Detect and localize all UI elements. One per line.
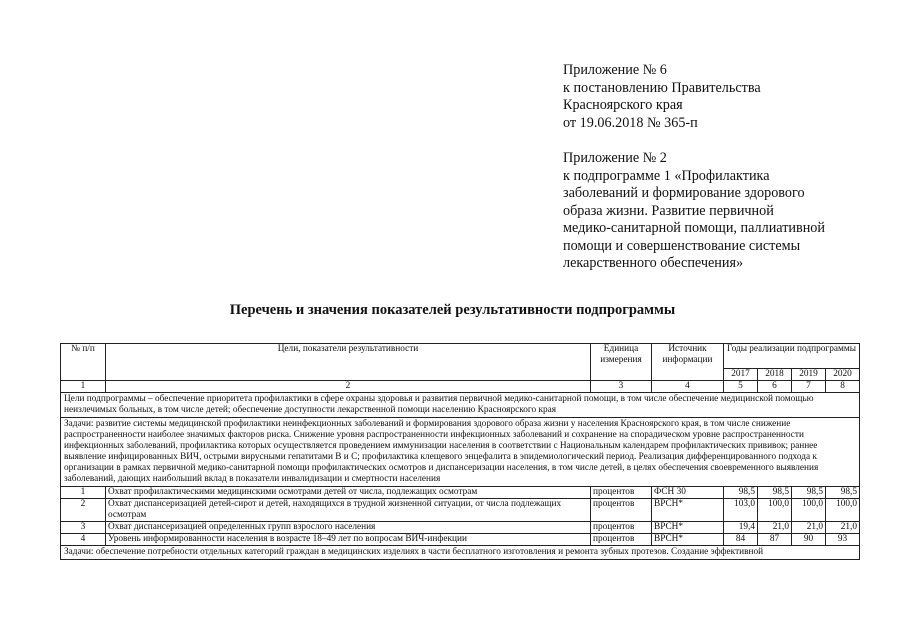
indicator-unit: процентов bbox=[591, 534, 652, 546]
appendix-line: лекарственного обеспечения» bbox=[563, 255, 744, 271]
indicator-unit: процентов bbox=[591, 522, 652, 534]
value-2018: 87 bbox=[758, 534, 792, 546]
header-year-2020: 2020 bbox=[826, 369, 860, 381]
column-number: 5 bbox=[724, 381, 758, 393]
column-number: 4 bbox=[652, 381, 724, 393]
header-year-2019: 2019 bbox=[792, 369, 826, 381]
value-2019: 98,5 bbox=[792, 487, 826, 499]
indicator-name: Охват диспансеризацией детей-сирот и детей, находящихся в трудной жизненной ситуации, от числа подлежащих осмотрам bbox=[106, 499, 591, 522]
appendix-6-header bbox=[563, 62, 761, 132]
value-2019: 90 bbox=[792, 534, 826, 546]
indicator-unit: процентов bbox=[591, 499, 652, 522]
appendix-2-header bbox=[563, 150, 825, 273]
value-2017: 98,5 bbox=[724, 487, 758, 499]
table-row bbox=[61, 522, 860, 534]
tasks-row-2: Задачи: обеспечение потребности отдельных категорий граждан в медицинских изделиях в части бесплатного изготовления и ремонта зубных протезов. Создание эффективной bbox=[61, 546, 860, 560]
indicator-source: ВРСН* bbox=[652, 499, 724, 522]
indicator-name: Охват профилактическими медицинскими осмотрами детей от числа, подлежащих осмотрам bbox=[106, 487, 591, 499]
row-number: 2 bbox=[61, 499, 106, 522]
appendix-line: к подпрограмме 1 «Профилактика bbox=[563, 167, 770, 184]
value-2019: 21,0 bbox=[792, 522, 826, 534]
column-number: 2 bbox=[106, 381, 591, 393]
value-2017: 103,0 bbox=[724, 499, 758, 522]
document-title: Перечень и значения показателей результативности подпрограммы bbox=[229, 302, 676, 318]
tasks-row: Задачи: развитие системы медицинской профилактики неинфекционных заболеваний и формирования здорового образа жизни у населения Красноярского края, в том числе снижение распространенности наиболее значимых факторов риска. Снижение уровня распространенности инфекционных заболеваний и сохранение на спорадическом уровне распространенности инфекционных заболеваний, профилактика которых осуществляется проведением иммунизации населения в соответствии с Национальным календарем профилактических прививок; раннее выявление инфицированных ВИЧ, острыми вирусными гепатитами В и С; профилактика клещевого энцефалита в эпидемиологический период. Реализация дифференцированного подхода к организации в рамках первичной медико-санитарной помощи профилактических осмотров и диспансеризации населения, в том числе детей, в целях обеспечения своевременного выявления заболеваний, дающих наибольший вклад в показатели инвалидизации и смертности населения bbox=[61, 418, 860, 487]
indicator-name: Охват диспансеризацией определенных групп взрослого населения bbox=[106, 522, 591, 534]
value-2017: 19,4 bbox=[724, 522, 758, 534]
appendix-line: Приложение № 2 bbox=[563, 150, 667, 166]
row-number: 3 bbox=[61, 522, 106, 534]
value-2018: 100,0 bbox=[758, 499, 792, 522]
header-goals: Цели, показатели результативности bbox=[106, 344, 591, 381]
value-2017: 84 bbox=[724, 534, 758, 546]
header-source: Источник информации bbox=[652, 344, 724, 381]
header-no: № п/п bbox=[61, 344, 106, 381]
table-row bbox=[61, 487, 860, 499]
appendix-line: заболеваний и формирование здорового bbox=[563, 185, 805, 201]
column-number: 7 bbox=[792, 381, 826, 393]
header-unit: Единица измерения bbox=[591, 344, 652, 381]
header-year-2017: 2017 bbox=[724, 369, 758, 381]
column-number: 6 bbox=[758, 381, 792, 393]
value-2018: 21,0 bbox=[758, 522, 792, 534]
indicator-source: ФСН 30 bbox=[652, 487, 724, 499]
column-number: 3 bbox=[591, 381, 652, 393]
indicators-table bbox=[60, 343, 860, 560]
appendix-line: от 19.06.2018 № 365-п bbox=[563, 114, 698, 131]
table-row bbox=[61, 499, 860, 522]
indicator-unit: процентов bbox=[591, 487, 652, 499]
value-2019: 100,0 bbox=[792, 499, 826, 522]
table-row bbox=[61, 534, 860, 546]
appendix-line: образа жизни. Развитие первичной bbox=[563, 202, 774, 219]
appendix-line: к постановлению Правительства bbox=[563, 79, 761, 96]
value-2020: 93 bbox=[826, 534, 860, 546]
value-2020: 21,0 bbox=[826, 522, 860, 534]
value-2020: 100,0 bbox=[826, 499, 860, 522]
goal-row: Цели подпрограммы – обеспечение приоритета профилактики в сфере охраны здоровья и развития первичной медико-санитарной помощи, в том числе обеспечение медицинской помощью неизлечимых больных, в том числе детей; обеспечение доступности лекарственной помощи населению Красноярского края bbox=[61, 393, 860, 418]
column-number: 1 bbox=[61, 381, 106, 393]
column-number: 8 bbox=[826, 381, 860, 393]
appendix-line: помощи и совершенствование системы bbox=[563, 237, 801, 254]
indicator-name: Уровень информированности населения в возрасте 18–49 лет по вопросам ВИЧ-инфекции bbox=[106, 534, 591, 546]
indicator-source: ВРСН* bbox=[652, 534, 724, 546]
appendix-line: медико-санитарной помощи, паллиативной bbox=[563, 220, 825, 236]
appendix-line: Приложение № 6 bbox=[563, 62, 667, 78]
row-number: 4 bbox=[61, 534, 106, 546]
header-year-2018: 2018 bbox=[758, 369, 792, 381]
appendix-line: Красноярского края bbox=[563, 97, 683, 113]
value-2020: 98,5 bbox=[826, 487, 860, 499]
row-number: 1 bbox=[61, 487, 106, 499]
indicator-source: ВРСН* bbox=[652, 522, 724, 534]
value-2018: 98,5 bbox=[758, 487, 792, 499]
header-years: Годы реализации подпрограммы bbox=[724, 344, 860, 369]
